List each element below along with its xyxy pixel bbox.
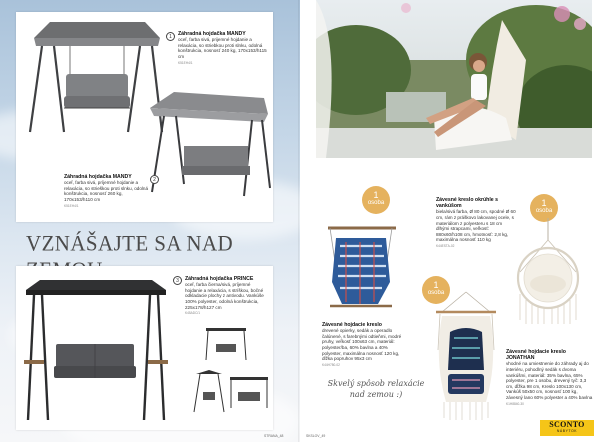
product-number-2: 2 (150, 175, 159, 184)
product-info-b (436, 197, 516, 248)
product-title: Závesné hojdacie kreslo JONATHAN (506, 349, 566, 362)
product-description: oceľ, farba sivá, prijemné hojdanie a relaxácia, so striebkou proti slnku, odolná konštrukcia, nosnosť 240 kg, 170x153/h115 cm (178, 37, 267, 59)
swing-prince-thumbnail-1 (204, 324, 248, 362)
product-number-3: 3 (173, 276, 182, 285)
product-code: K1H8840-30 (506, 401, 524, 406)
product-info-3 (185, 276, 269, 315)
swing-prince-thumbnail-2 (192, 368, 226, 414)
product-info-a (322, 322, 406, 367)
capacity-label: osoba (367, 200, 385, 206)
slogan (316, 378, 436, 400)
capacity-number: 1 (373, 190, 379, 200)
hanging-chair-jonathan-image (424, 290, 508, 422)
product-description: drevené opierky, sedák a operadlo čalúnené, s farebnými odtieňmi, modré pruhy, veľkosť 100x63 cm, materiál: polyester/ba, 60% bavlna a 40% polyester, maximálna nosnosť 120 kg, dĺžka popruhov 95x3 cm (322, 328, 402, 362)
capacity-badge-a (362, 186, 390, 214)
product-title: Závesné kreslo okrúhle s vankúšom (436, 197, 498, 210)
product-description: biela/sivá farba, Ø 80 cm, spodné Ø 60 cm, rám z práškovo lakovanej ocele, s materiálom z polyesteru s 18 cm dlhými strapcami, veľkosť: 880x60/h108 cm, hmotnosť: 2,8 kg, maximálna nosnosť 110 kg (436, 209, 516, 243)
product-description: vhodné na umiestnenie do záhrady aj do interiéru, pohodlný sedák s dvoma vankúšmi, materiál: 35% bavlna, 65% polyester, pre 1 osobu, drevený tyč: 3,3 cm, dĺžka 98 cm, Kreslo 100x130 cm, Vankúš 50x50 cm, nosnosť 100 kg, závesný lano 60% polyester a 40% bavlna (506, 361, 593, 400)
slogan-line-1: Skvelý spôsob relaxácie (327, 379, 425, 388)
capacity-number: 1 (433, 280, 439, 290)
product-card-3 (16, 266, 273, 430)
lifestyle-photo (316, 0, 592, 158)
swing-prince-image (20, 274, 170, 424)
product-code: K44H780-02 (322, 362, 340, 367)
swing-mandy-image-2 (144, 88, 272, 200)
product-info-2 (64, 174, 150, 208)
product-info-c (506, 349, 594, 406)
product-code: K45ADC/1 (185, 311, 201, 316)
product-title: Záhradná hojdačka PRINCE (185, 276, 254, 282)
capacity-label: osoba (535, 208, 553, 214)
product-description: oceľ, farba sivá, príjemné hojdanie a relaxácia, so strieškou proti slnku, odolná konštrukcia, nosnosť 260 kg, 170x153/h110 cm (64, 180, 149, 202)
product-code: K51EH4/1 (178, 60, 193, 65)
hanging-chair-striped-image (320, 222, 402, 318)
product-title: Závesné hojdacie kreslo (322, 322, 382, 328)
page-number-right: SKSLOV_49 (306, 434, 326, 438)
product-description: oceľ, farba čierna/sivá, príjemné hojdanie a relaxácia, s stríškou, bočné odkladacie plochy z antivodu. Vankúše 100% polyester, odolná konštrukcia, 225x178/h127 cm (185, 282, 264, 310)
sconto-logo (540, 420, 594, 436)
product-title: Záhradná hojdačka MANDY (178, 31, 246, 37)
product-title: Záhradná hojdačka MANDY (64, 174, 132, 180)
swing-prince-thumbnail-3 (228, 374, 270, 410)
product-code: K44ESTA-02 (436, 243, 455, 248)
round-hanging-chair-image (508, 218, 588, 326)
product-card-1 (16, 12, 273, 222)
slogan-line-2: nad zemou :) (349, 390, 403, 399)
capacity-number: 1 (541, 198, 547, 208)
page-number-left: STRANA_48 (264, 434, 284, 438)
product-info-1 (178, 31, 270, 65)
logo-text: SCONTO (549, 420, 585, 429)
page-headline: VZNÁŠAJTE SA NAD (26, 230, 234, 256)
right-page (300, 0, 600, 442)
capacity-label: osoba (427, 290, 445, 296)
product-number-1: 1 (166, 32, 175, 41)
logo-subtext: NÁBYTOK (556, 429, 578, 433)
product-code: K51EH4/1 (64, 203, 79, 208)
